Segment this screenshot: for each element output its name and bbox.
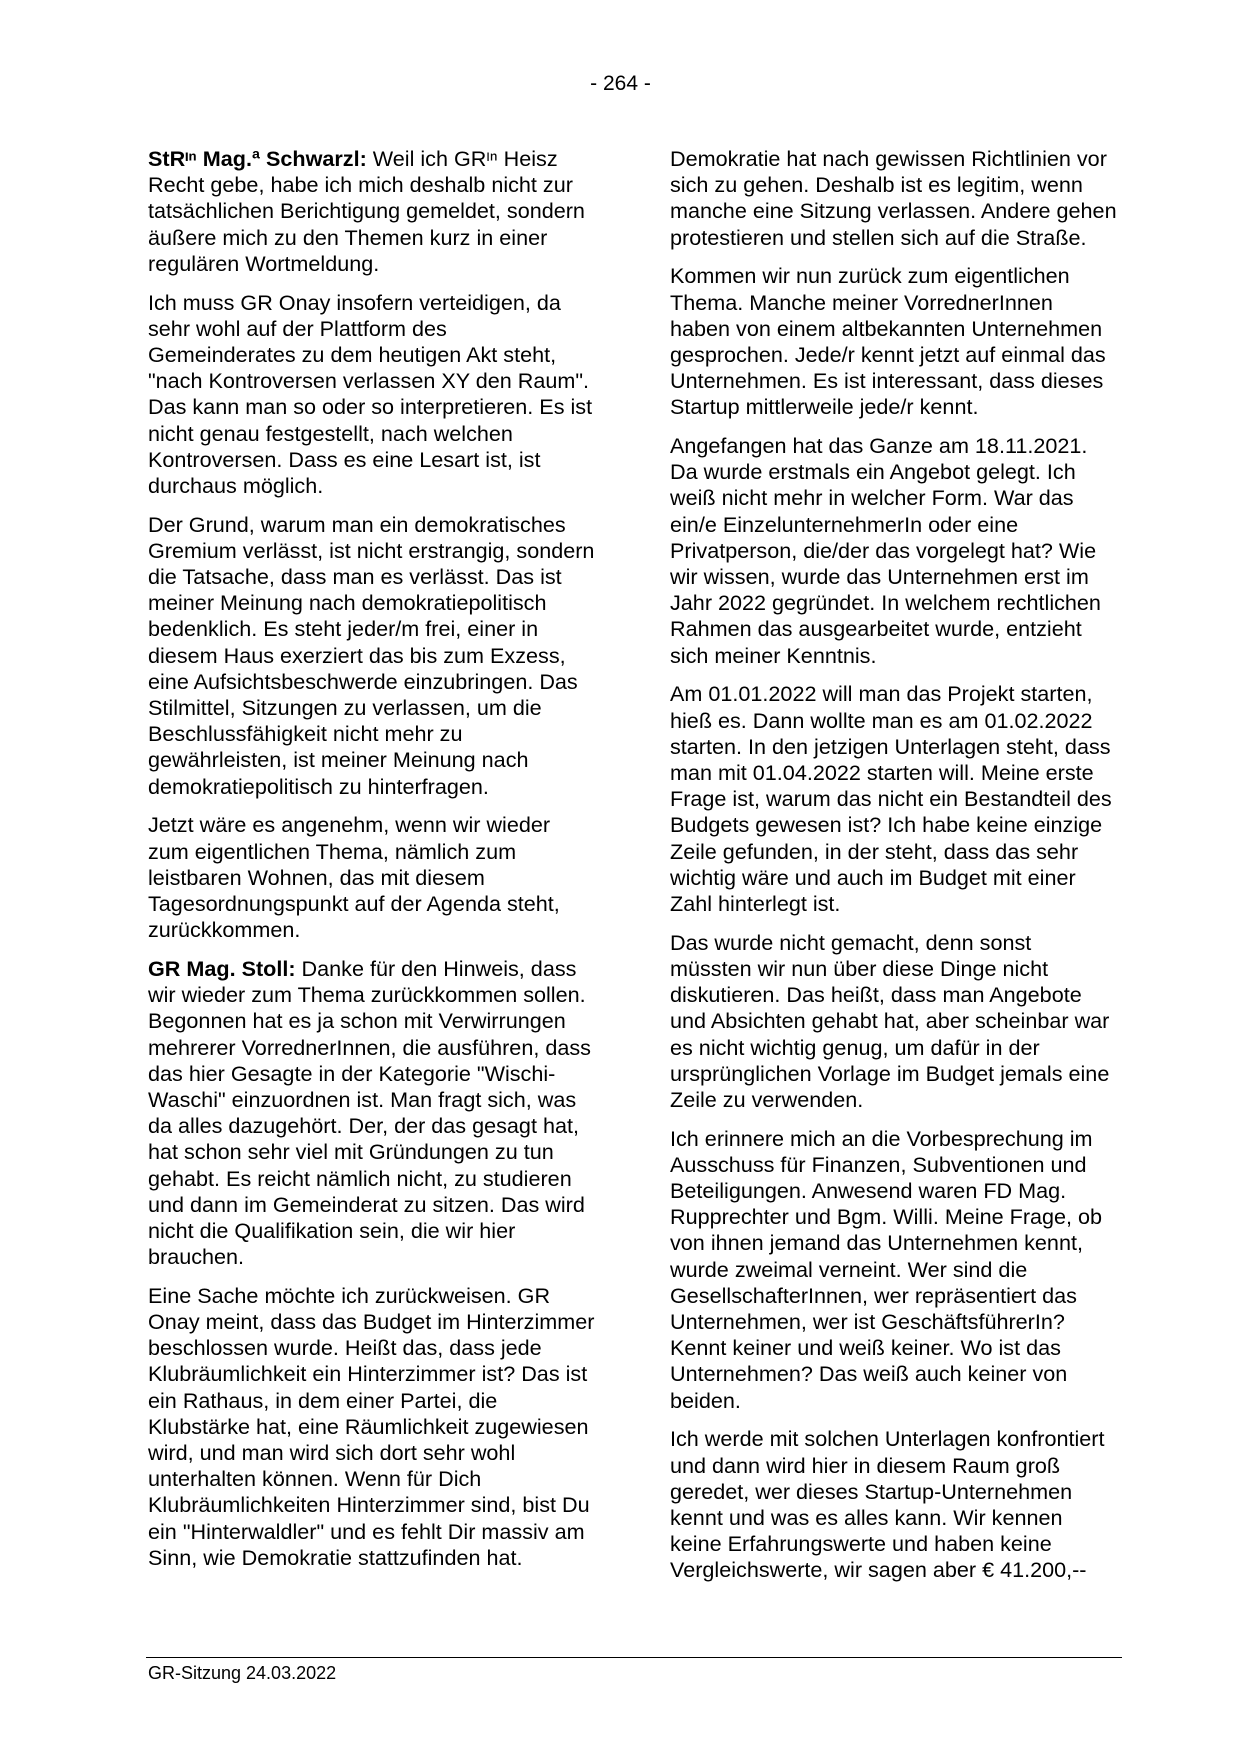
paragraph: Der Grund, warum man ein demokratisches Gremium verlässt, ist nicht erstrangig, sondern die Tatsache, dass man es verlässt. Das ist meiner Meinung nach demokratiepolitisch bedenklich. Es steht jeder/m frei, einer in diesem Haus exerziert das bis zum Exzess, eine Aufsichtsbeschwerde einzubringen. Das Stilmittel, Sitzungen zu verlassen, um die Beschlussfähigkeit nicht mehr zu gewährleisten, ist meiner Meinung nach demokratiepolitisch zu hinterfragen. <box>148 511 595 799</box>
paragraph: Am 01.01.2022 will man das Projekt starten, hieß es. Dann wollte man es am 01.02.2022 starten. In den jetzigen Unterlagen steht, dass man mit 01.04.2022 starten will. Meine erste Frage ist, warum das nicht ein Bestandteil des Budgets gewesen ist? Ich habe keine einzige Zeile gefunden, in der steht, dass das sehr wichtig wäre und auch im Budget mit einer Zahl hinterlegt ist. <box>670 681 1112 916</box>
speaker-name: GR Mag. Stoll: <box>148 955 296 981</box>
paragraph: Das wurde nicht gemacht, denn sonst müssten wir nun über diese Dinge nicht diskutieren. Das heißt, dass man Angebote und Absichten gehabt hat, aber scheinbar war es nicht wichtig genug, um dafür in der ursprünglichen Vorlage im Budget jemals eine Zeile zu verwenden. <box>670 929 1110 1112</box>
footer-divider <box>146 1657 1122 1658</box>
paragraph: Ich werde mit solchen Unterlagen konfrontiert und dann wird hier in diesem Raum groß geredet, wer dieses Startup-Unternehmen kennt und was es alles kann. Wir kennen keine Erfahrungswerte und haben keine Vergleichswerte, wir sagen aber € 41.200,-- <box>670 1426 1105 1583</box>
paragraph-schwarzl <box>148 146 596 277</box>
right-column <box>670 146 1118 1596</box>
page-number: - 264 - <box>590 72 651 95</box>
footer-session-date: GR-Sitzung 24.03.2022 <box>148 1663 337 1683</box>
paragraph: Kommen wir nun zurück zum eigentlichen Thema. Manche meiner VorrednerInnen haben von einem altbekannten Unternehmen gesprochen. Jede/r kennt jetzt auf einmal das Unternehmen. Es ist interessant, dass dieses Startup mittlerweile jede/r kennt. <box>670 263 1106 420</box>
paragraph-stoll <box>148 956 596 1270</box>
paragraph: Angefangen hat das Ganze am 18.11.2021. Da wurde erstmals ein Angebot gelegt. Ich weiß nicht mehr in welcher Form. War das ein/e EinzelunternehmerIn oder eine Privatperson, die/der das vorgelegt hat? Wie wir wissen, wurde das Unternehmen erst im Jahr 2022 gegründet. In welchem rechtlichen Rahmen das ausgearbeitet wurde, entzieht sich meiner Kenntnis. <box>670 433 1101 668</box>
paragraph-text: Danke für den Hinweis, dass wir wieder zum Thema zurückkommen sollen. Begonnen hat es ja schon mit Verwirrungen mehrerer VorrednerInnen, die ausführen, dass das hier Gesagte in der Kategorie "Wischi-Waschi" einzuordnen ist. Man fragt sich, was da alles dazugehört. Der, der das gesagt hat, hat schon sehr viel mit Gründungen zu tun gehabt. Es reicht nämlich nicht, zu studieren und dann im Gemeinderat zu sitzen. Das wird nicht die Qualifikation sein, die wir hier brauchen. <box>148 955 591 1270</box>
left-column <box>148 146 596 1584</box>
paragraph: Eine Sache möchte ich zurückweisen. GR Onay meint, dass das Budget im Hinterzimmer beschlossen wurde. Heißt das, dass jede Klubräumlichkeit ein Hinterzimmer ist? Das ist ein Rathaus, in dem einer Partei, die Klubstärke hat, eine Räumlichkeit zugewiesen wird, und man wird sich dort sehr wohl unterhalten können. Wenn für Dich Klubräumlichkeiten Hinterzimmer sind, bist Du ein "Hinterwaldler" und es fehlt Dir massiv am Sinn, wie Demokratie stattzufinden hat. <box>148 1282 595 1570</box>
paragraph: Demokratie hat nach gewissen Richtlinien vor sich zu gehen. Deshalb ist es legitim, wenn manche eine Sitzung verlassen. Andere gehen protestieren und stellen sich auf die Straße. <box>670 146 1117 250</box>
paragraph: Ich muss GR Onay insofern verteidigen, da sehr wohl auf der Plattform des Gemeinderates zu dem heutigen Akt steht, "nach Kontroversen verlassen XY den Raum". Das kann man so oder so interpretieren. Es ist nicht genau festgestellt, nach welchen Kontroversen. Dass es eine Lesart ist, ist durchaus möglich. <box>148 289 593 498</box>
paragraph-text: Weil ich GRᶦⁿ Heisz Recht gebe, habe ich mich deshalb nicht zur tatsächlichen Berichtigung gemeldet, sondern äußere mich zu den Themen kurz in einer regulären Wortmeldung. <box>148 146 585 276</box>
paragraph: Ich erinnere mich an die Vorbesprechung im Ausschuss für Finanzen, Subventionen und Beteiligungen. Anwesend waren FD Mag. Rupprechter und Bgm. Willi. Meine Frage, ob von ihnen jemand das Unternehmen kennt, wurde zweimal verneint. Wer sind die GesellschafterInnen, wer repräsentiert das Unternehmen, wer ist GeschäftsführerIn? Kennt keiner und weiß keiner. Wo ist das Unternehmen? Das weiß auch keiner von beiden. <box>670 1125 1103 1413</box>
speaker-name: StRᶦⁿ Mag.ª Schwarzl: <box>148 146 367 171</box>
paragraph: Jetzt wäre es angenehm, wenn wir wieder zum eigentlichen Thema, nämlich zum leistbaren Wohnen, das mit diesem Tagesordnungspunkt auf der Agenda steht, zurückkommen. <box>148 812 560 943</box>
